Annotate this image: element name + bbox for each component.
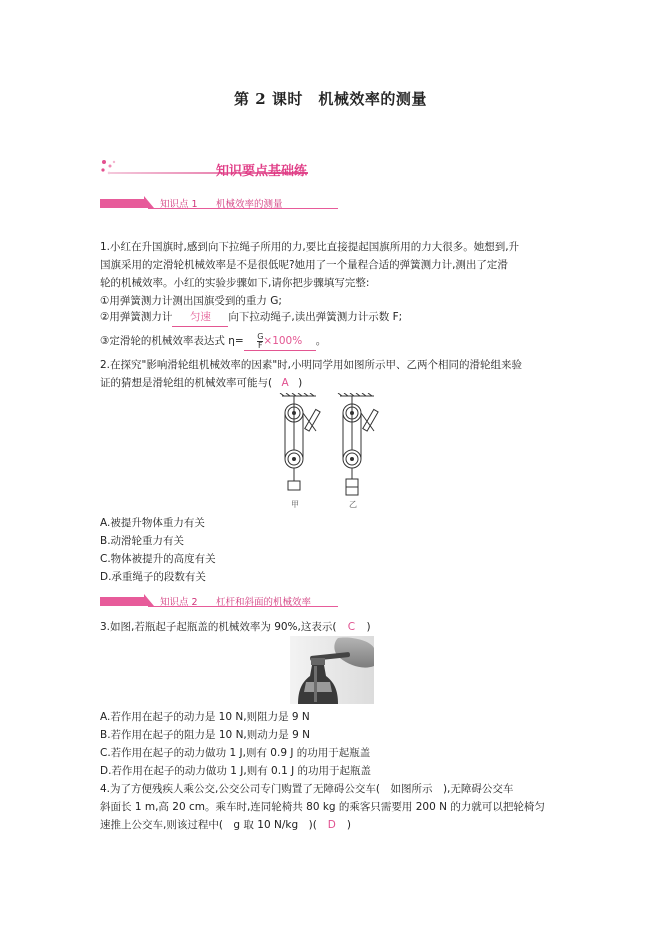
q4-line-3-pre: 速推上公交车,则该过程中( g 取 10 N/kg )( [100, 819, 317, 831]
q2-answer: A [281, 377, 289, 389]
q2-line-2 [100, 374, 302, 392]
q1-line-3: 轮的机械效率。小红的实验步骤如下,请你把步骤填写完整: [100, 277, 370, 289]
label-jia: 甲 [291, 500, 299, 509]
q2-option-b: B.动滑轮重力有关 [100, 535, 185, 547]
kp-bar [100, 597, 144, 606]
q3-stem [100, 618, 371, 636]
knowledge-point-1-header [100, 196, 340, 210]
q2-line-2-pre: 证的猜想是滑轮组的机械效率可能与( [100, 377, 273, 389]
kp-number: 知识点 1 [160, 199, 198, 210]
q1-step-3 [100, 332, 326, 351]
q3-option-d: D.若作用在起子的动力做功 1 J,则有 0.1 J 的功用于起瓶盖 [100, 765, 372, 777]
ceiling-jia [280, 393, 316, 396]
q1-line-2: 国旗采用的定滑轮机械效率是不是很低呢?她用了一个量程合适的弹簧测力计,测出了定滑 [100, 259, 508, 271]
q3-option-b: B.若作用在起子的阻力是 10 N,则动力是 9 N [100, 729, 310, 741]
q1-step-2-answer: 匀速 [172, 308, 228, 327]
pulley-figure [278, 393, 388, 511]
pulley-system-jia [285, 396, 320, 490]
q1-step-2 [100, 308, 402, 327]
q4-line-3-post: ) [346, 819, 351, 831]
q2-line-2-post: ) [298, 377, 303, 389]
q4-line-2: 斜面长 1 m,高 20 cm。乘车时,连同轮椅共 80 kg 的乘客只需要用 200 N 的力就可以把轮椅匀 [100, 801, 545, 813]
kp-triangle [144, 594, 154, 606]
decorative-dots-icon [100, 158, 130, 178]
fraction-suffix: ×100% [263, 335, 303, 347]
q3-answer: C [347, 621, 356, 633]
q1-step-2-post: 向下拉动绳子,读出弹簧测力计示数 F; [228, 311, 403, 323]
ceiling-yi [338, 393, 374, 396]
q3-option-c: C.若作用在起子的动力做功 1 J,则有 0.9 J 的功用于起瓶盖 [100, 747, 371, 759]
q4-line-3 [100, 816, 351, 834]
q2-option-c: C.物体被提升的高度有关 [100, 553, 216, 565]
q3-stem-post: ) [366, 621, 371, 633]
kp-triangle [144, 196, 154, 208]
q3-option-a: A.若作用在起子的动力是 10 N,则阻力是 9 N [100, 711, 310, 723]
q1-step-1: ①用弹簧测力计测出国旗受到的重力 G; [100, 295, 282, 307]
knowledge-point-2-header [100, 594, 340, 608]
q1-step-3-answer [244, 332, 316, 351]
q1-step-3-pre: ③定滑轮的机械效率表达式 η= [100, 335, 244, 347]
q2-option-a: A.被提升物体重力有关 [100, 517, 205, 529]
q2-option-d: D.承重绳子的段数有关 [100, 571, 206, 583]
fraction-numerator: G [257, 331, 264, 341]
q3-stem-pre: 3.如图,若瓶起子起瓶盖的机械效率为 90%,这表示( [100, 621, 337, 633]
q1-step-3-post: 。 [315, 335, 327, 347]
fraction-denominator: F [257, 340, 263, 350]
q4-answer: D [327, 819, 336, 831]
kp-bar [100, 199, 144, 208]
pulley-system-yi [343, 396, 378, 495]
label-yi: 乙 [349, 500, 357, 509]
page-title: 第 2 课时 机械效率的测量 [234, 90, 427, 108]
q2-line-1: 2.在探究"影响滑轮组机械效率的因素"时,小明同学用如图所示甲、乙两个相同的滑轮组来验 [100, 359, 523, 371]
q1-line-1: 1.小红在升国旗时,感到向下拉绳子所用的力,要比直接提起国旗所用的力大很多。她想到,升 [100, 241, 520, 253]
section-title: 知识要点基础练 [216, 164, 308, 179]
q1-step-2-pre: ②用弹簧测力计 [100, 311, 173, 323]
q4-line-1: 4.为了方便残疾人乘公交,公交公司专门购置了无障碍公交车( 如图所示 ),无障碍公交车 [100, 783, 514, 795]
kp-name: 机械效率的测量 [216, 199, 283, 210]
kp-number: 知识点 2 [160, 597, 198, 608]
section-header [100, 158, 340, 180]
bottle-opener-photo [290, 636, 374, 704]
kp-name: 杠杆和斜面的机械效率 [216, 597, 312, 608]
